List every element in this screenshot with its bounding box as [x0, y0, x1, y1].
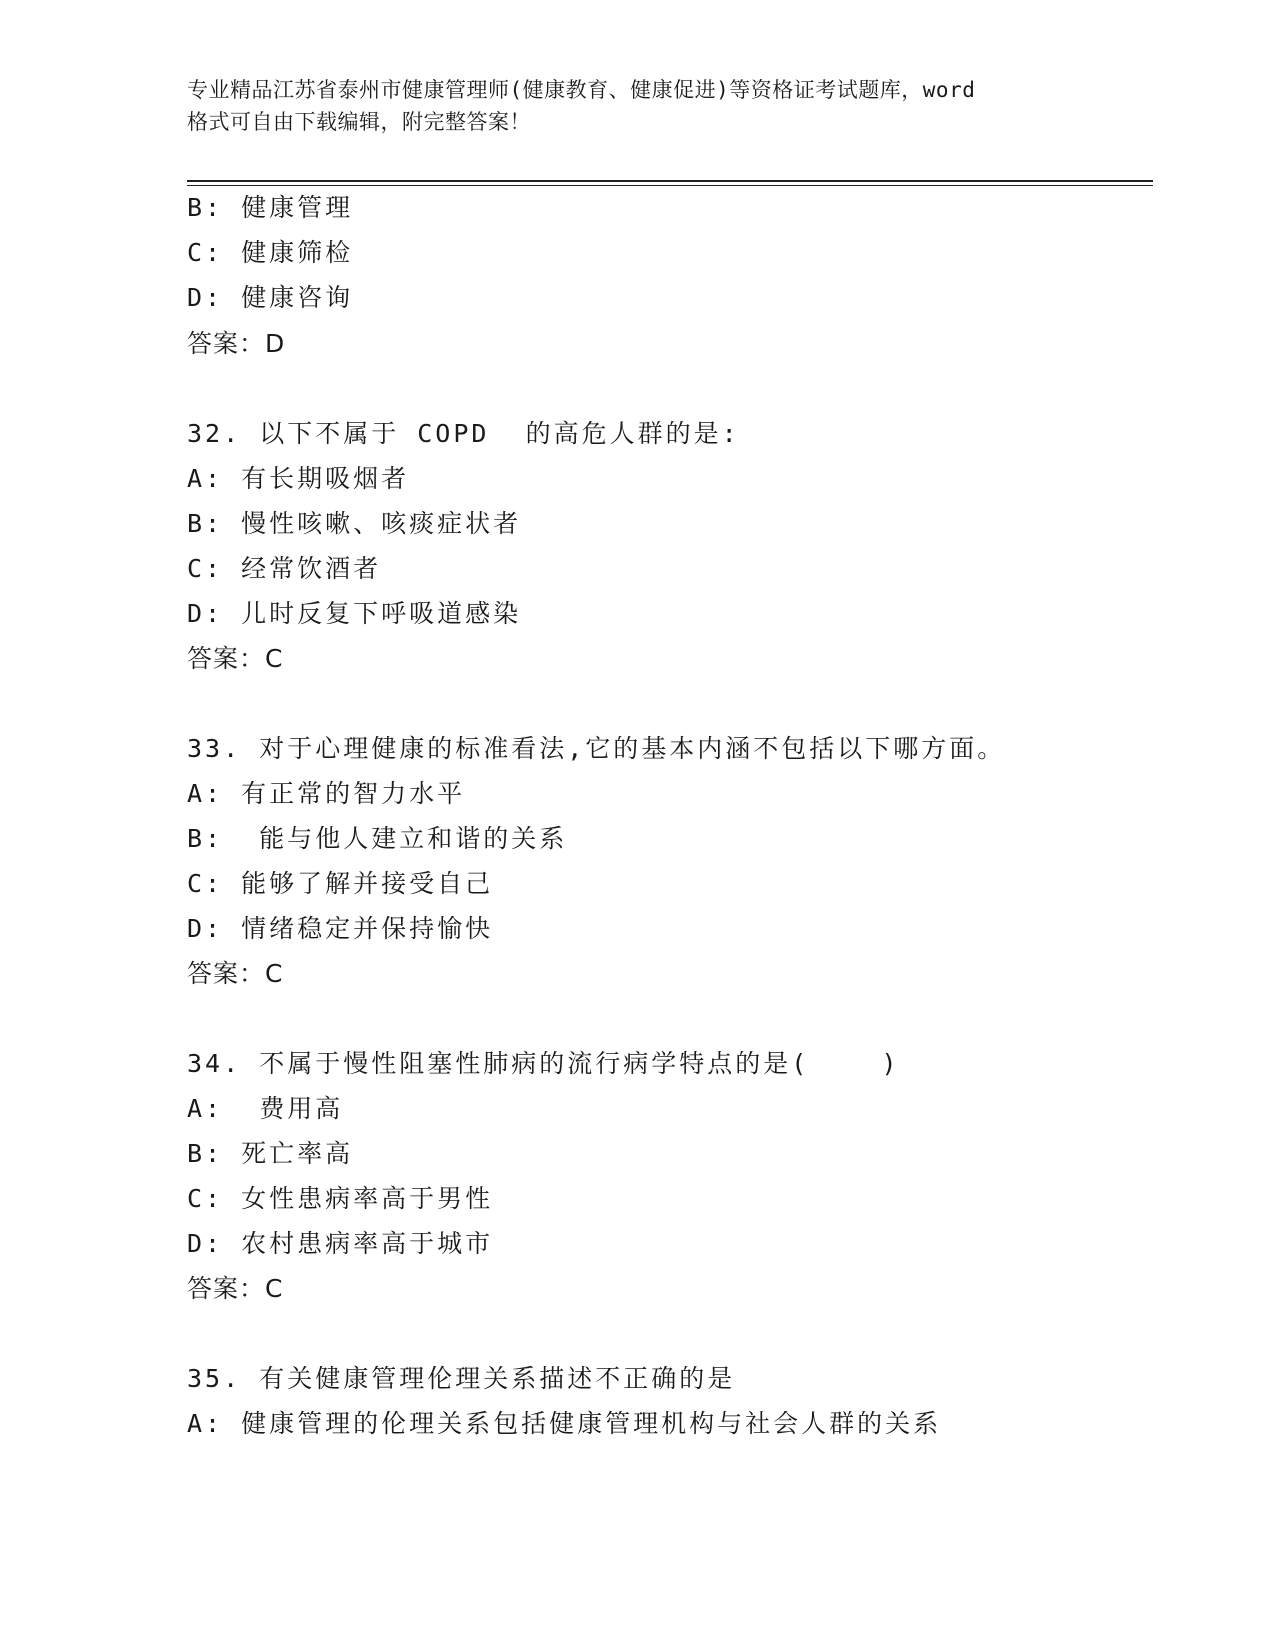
question-33: 33. 对于心理健康的标准看法,它的基本内涵不包括以下哪方面。: [187, 734, 1006, 763]
option-d: D: 健康咨询: [187, 283, 354, 312]
option-a: A: 有长期吸烟者: [187, 464, 410, 493]
option-c: C: 健康筛检: [187, 238, 354, 267]
answer: 答案：C: [187, 1274, 284, 1303]
option-d: D: 情绪稳定并保持愉快: [187, 914, 494, 943]
header-divider-thin: [187, 185, 1153, 186]
option-b: B: 慢性咳嗽、咳痰症状者: [187, 509, 522, 538]
header-divider: [187, 180, 1153, 182]
question-32: 32. 以下不属于 COPD 的高危人群的是:: [187, 419, 740, 448]
answer: 答案：C: [187, 959, 284, 988]
option-a: A: 有正常的智力水平: [187, 779, 466, 808]
option-a: A: 费用高: [187, 1094, 344, 1123]
option-d: D: 农村患病率高于城市: [187, 1229, 494, 1258]
question-34: 34. 不属于慢性阻塞性肺病的流行病学特点的是( ): [187, 1049, 900, 1078]
option-a: A: 健康管理的伦理关系包括健康管理机构与社会人群的关系: [187, 1409, 942, 1438]
option-b: B: 死亡率高: [187, 1139, 354, 1168]
option-c: C: 能够了解并接受自己: [187, 869, 494, 898]
option-d: D: 儿时反复下呼吸道感染: [187, 599, 522, 628]
answer: 答案：D: [187, 329, 286, 358]
question-35: 35. 有关健康管理伦理关系描述不正确的是: [187, 1364, 736, 1393]
option-b: B: 健康管理: [187, 193, 354, 222]
option-c: C: 经常饮酒者: [187, 554, 382, 583]
header-line-1: 专业精品江苏省泰州市健康管理师(健康教育、健康促进)等资格证考试题库，word: [187, 78, 976, 102]
answer: 答案：C: [187, 644, 284, 673]
document-header: [187, 74, 1087, 138]
option-b: B: 能与他人建立和谐的关系: [187, 824, 568, 853]
option-c: C: 女性患病率高于男性: [187, 1184, 494, 1213]
header-line-2: 格式可自由下载编辑，附完整答案！: [187, 110, 531, 134]
